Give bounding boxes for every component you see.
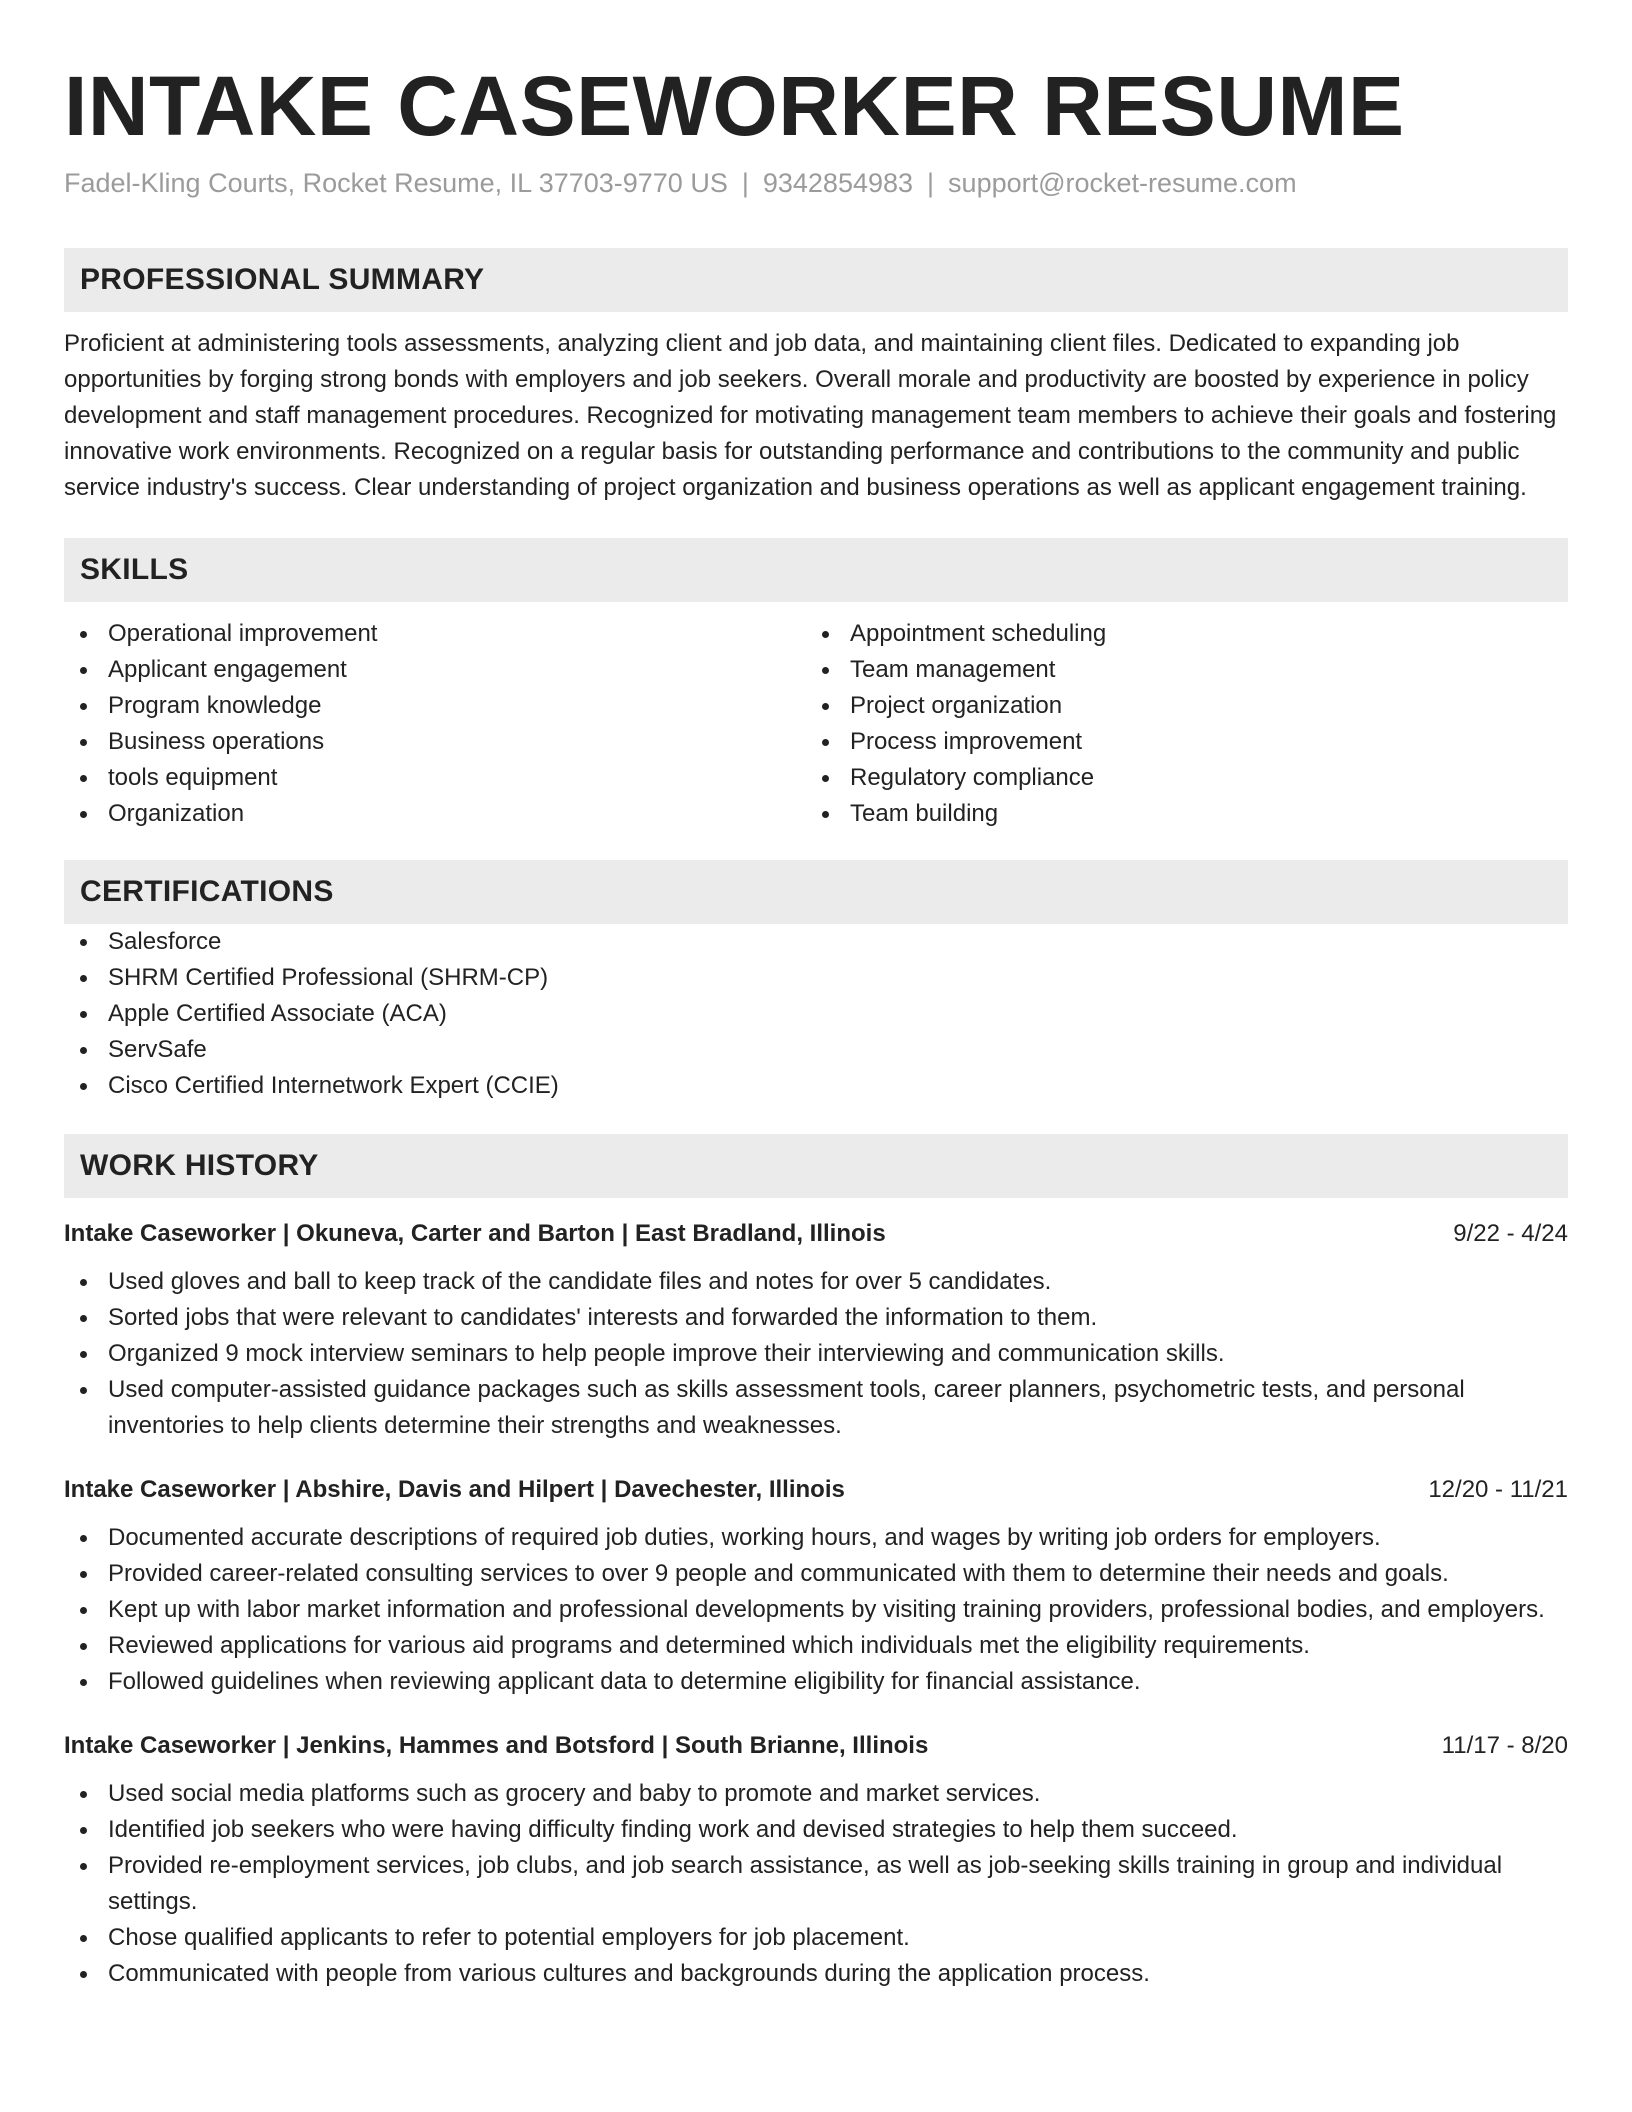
skill-item: Team management [806, 652, 1548, 688]
job-bullet: Reviewed applications for various aid programs and determined which individuals met the eligibility requirements. [64, 1628, 1568, 1664]
job-title: Intake Caseworker | Jenkins, Hammes and Botsford | South Brianne, Illinois [64, 1732, 929, 1759]
section-header-certifications: CERTIFICATIONS [64, 860, 1568, 924]
summary-text: Proficient at administering tools assessments, analyzing client and job data, and maintaining client files. Dedicated to expanding job opportunities by forging strong bonds with employers and job seekers. Overall morale and productivity are boosted by experience in policy development and staff management procedures. Recognized for motivating management team members to achieve their goals and fostering innovative work environments. Recognized on a regular basis for outstanding performance and contributions to the community and public service industry's success. Clear understanding of project organization and business operations as well as applicant engagement training. [64, 330, 1557, 501]
skill-item: Business operations [64, 724, 806, 760]
skills-grid [64, 616, 1568, 832]
certification-item: Apple Certified Associate (ACA) [64, 996, 1568, 1032]
skill-item: Project organization [806, 688, 1548, 724]
certifications-list [64, 924, 1568, 1104]
job-bullets [64, 1520, 1568, 1700]
job-title: Intake Caseworker | Abshire, Davis and Hilpert | Davechester, Illinois [64, 1476, 845, 1503]
skill-item: tools equipment [64, 760, 806, 796]
section-header-work-history: WORK HISTORY [64, 1134, 1568, 1198]
job-bullet: Documented accurate descriptions of required job duties, working hours, and wages by writing job orders for employers. [64, 1520, 1568, 1556]
section-header-summary: PROFESSIONAL SUMMARY [64, 248, 1568, 312]
resume-title: INTAKE CASEWORKER RESUME [64, 59, 1405, 153]
job-bullet: Sorted jobs that were relevant to candidates' interests and forwarded the information to them. [64, 1300, 1568, 1336]
job-bullet: Communicated with people from various cultures and backgrounds during the application process. [64, 1956, 1568, 1992]
job-header [64, 1472, 1568, 1508]
skill-item: Organization [64, 796, 806, 832]
job-entry [64, 1216, 1568, 1444]
job-dates: 9/22 - 4/24 [1453, 1220, 1568, 1247]
skill-item: Program knowledge [64, 688, 806, 724]
skill-item: Appointment scheduling [806, 616, 1548, 652]
certification-item: Salesforce [64, 924, 1568, 960]
job-bullet: Provided re-employment services, job clubs, and job search assistance, as well as job-seeking skills training in group and individual settings. [64, 1848, 1568, 1920]
contact-line [64, 166, 1568, 200]
job-bullet: Provided career-related consulting services to over 9 people and communicated with them to determine their needs and goals. [64, 1556, 1568, 1592]
job-dates: 12/20 - 11/21 [1428, 1476, 1568, 1503]
resume-page [64, 0, 1568, 1992]
contact-separator: | [927, 168, 935, 198]
skill-item: Operational improvement [64, 616, 806, 652]
job-bullets [64, 1776, 1568, 1992]
section-header-skills: SKILLS [64, 538, 1568, 602]
job-title: Intake Caseworker | Okuneva, Carter and Barton | East Bradland, Illinois [64, 1220, 886, 1247]
skill-item: Process improvement [806, 724, 1548, 760]
job-bullet: Used gloves and ball to keep track of the candidate files and notes for over 5 candidates. [64, 1264, 1568, 1300]
job-header [64, 1728, 1568, 1764]
job-bullet: Used social media platforms such as grocery and baby to promote and market services. [64, 1776, 1568, 1812]
skills-list-right [806, 616, 1548, 832]
job-bullet: Organized 9 mock interview seminars to help people improve their interviewing and communication skills. [64, 1336, 1568, 1372]
skills-list-left [64, 616, 806, 832]
skill-item: Team building [806, 796, 1548, 832]
job-bullet: Identified job seekers who were having difficulty finding work and devised strategies to help them succeed. [64, 1812, 1568, 1848]
job-bullet: Followed guidelines when reviewing applicant data to determine eligibility for financial assistance. [64, 1664, 1568, 1700]
skill-item: Applicant engagement [64, 652, 806, 688]
job-dates: 11/17 - 8/20 [1441, 1732, 1568, 1759]
contact-phone: 9342854983 [762, 168, 914, 198]
contact-separator: | [741, 168, 749, 198]
contact-email: support@rocket-resume.com [948, 168, 1297, 198]
contact-address: Fadel-Kling Courts, Rocket Resume, IL 37703-9770 US [64, 168, 728, 198]
skill-item: Regulatory compliance [806, 760, 1548, 796]
certification-item: ServSafe [64, 1032, 1568, 1068]
job-bullet: Used computer-assisted guidance packages such as skills assessment tools, career planners, psychometric tests, and personal inventories to help clients determine their strengths and weaknesses. [64, 1372, 1568, 1444]
job-bullets [64, 1264, 1568, 1444]
job-entry [64, 1472, 1568, 1700]
job-entry [64, 1728, 1568, 1992]
job-bullet: Kept up with labor market information and professional developments by visiting training providers, professional bodies, and employers. [64, 1592, 1568, 1628]
job-bullet: Chose qualified applicants to refer to potential employers for job placement. [64, 1920, 1568, 1956]
certification-item: Cisco Certified Internetwork Expert (CCIE) [64, 1068, 1568, 1104]
job-header [64, 1216, 1568, 1252]
certification-item: SHRM Certified Professional (SHRM-CP) [64, 960, 1568, 996]
